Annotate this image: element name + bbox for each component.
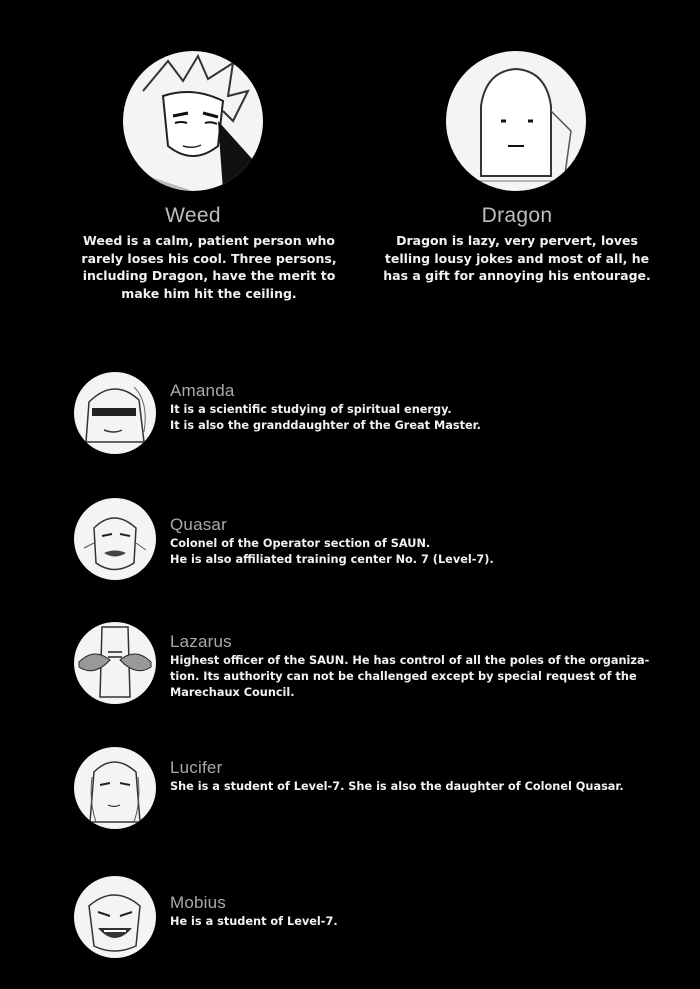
amanda-name: Amanda	[170, 381, 235, 400]
quasar-portrait	[74, 498, 156, 580]
weed-name: Weed	[165, 204, 221, 227]
quasar-name: Quasar	[170, 515, 227, 534]
dragon-portrait	[446, 51, 586, 191]
lazarus-portrait	[74, 622, 156, 704]
lucifer-portrait	[74, 747, 156, 829]
lucifer-description: She is a student of Level-7. She is also the daughter of Colonel Quasar.	[170, 780, 624, 793]
lazarus-name: Lazarus	[170, 632, 232, 651]
quasar-description: Colonel of the Operator section of SAUN. He is also affiliated training center No. 7 (Level-7).	[170, 537, 494, 566]
amanda-portrait	[74, 372, 156, 454]
mobius-description: He is a student of Level-7.	[170, 915, 338, 928]
mobius-name: Mobius	[170, 893, 227, 912]
lucifer-name: Lucifer	[170, 758, 223, 777]
mobius-portrait	[74, 876, 156, 958]
lazarus-description: Highest officer of the SAUN. He has control of all the poles of the organiza- tion. Its authority can not be challenged except by special request of the Marechaux Council.	[170, 654, 650, 699]
dragon-description: Dragon is lazy, very pervert, loves telling lousy jokes and most of all, he has a gift for annoying his entourage.	[383, 233, 651, 283]
weed-portrait	[123, 51, 263, 191]
dragon-name: Dragon	[481, 204, 553, 227]
amanda-description: It is a scientific studying of spiritual energy. It is also the granddaughter of the Great Master.	[170, 403, 481, 432]
weed-description: Weed is a calm, patient person who rarely loses his cool. Three persons, including Dragon, have the merit to make him hit the ceiling.	[81, 233, 337, 301]
